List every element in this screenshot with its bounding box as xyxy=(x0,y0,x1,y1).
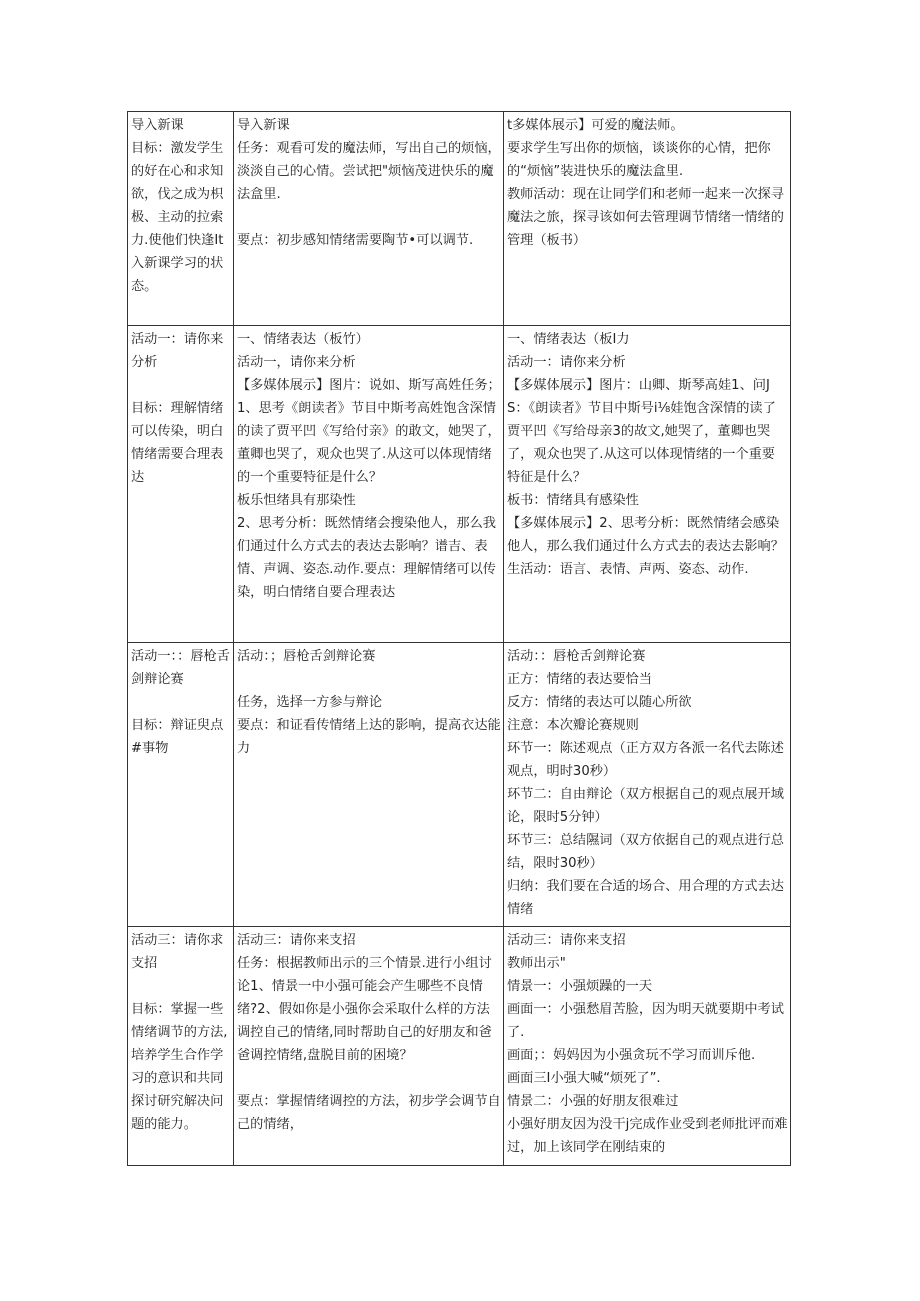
text-line: 情景二：小强的好朋友很难过 xyxy=(507,1094,679,1109)
text-line: 归纳：我们要在合适的场合、用合理的方式去达情绪 xyxy=(507,879,784,917)
spacer xyxy=(131,975,231,998)
spacer xyxy=(237,668,501,691)
table-row xyxy=(128,112,791,326)
text-line: 板乐怛绪具有那染性 xyxy=(237,493,356,508)
text-line: 【多媒体展示】2、思考分析：既然情绪会感染他人，那么我们通过什么方式去的表达去影响？生活动：语言、表情、声两、姿态、动作. xyxy=(507,516,784,577)
table-row xyxy=(128,326,791,643)
text-line: 环节二：自由辩论（双方根据自己的观点展开域论，限时5分钟） xyxy=(507,787,784,825)
teacher-activity-cell xyxy=(504,112,791,326)
text-line: 环节三：总结隰词（双方依据自己的观点进行总结，限时30秒） xyxy=(507,833,784,871)
text-line: 要求学生写出你的烦恼，谈谈你的心情，把你的“烦恼”装进快乐的魔法盒里. xyxy=(507,141,771,179)
stage-goal: 目标：辩证臾点#事物 xyxy=(131,718,224,756)
teacher-activity-cell xyxy=(504,927,791,1166)
student-activity-cell xyxy=(234,326,504,643)
text-line: 画面一：小强愁眉苦脸，因为明天就要期中考试了. xyxy=(507,1002,784,1040)
text-line: 2、思考分析：既然情绪会搜染他人，那么我们通过什么方式去的表达去影响？谱吉、表情、声调、姿态.动作.要点：理解情绪可以传染，明白情绪自要合理表达 xyxy=(237,516,496,600)
text-line: 反方：情绪的表达可以随心所欲 xyxy=(507,695,692,710)
text-line: 情景一：小强烦躁的一天 xyxy=(507,979,653,994)
spacer xyxy=(237,206,501,229)
text-line: 小强好朋友因为没干j完成作业受到老师批评而难过，加上该同学在刚结束的 xyxy=(507,1117,788,1155)
text-line: 一、情绪表达（板I力 xyxy=(507,332,630,347)
stage-title: 活动三：请你求支招 xyxy=(131,933,224,971)
spacer xyxy=(131,691,231,714)
student-activity-cell xyxy=(234,927,504,1166)
text-line: 正方：情绪的表达要恰当 xyxy=(507,672,653,687)
text-line: 画面三I小强大喊“烦死了”. xyxy=(507,1071,661,1086)
text-line: 【多媒体展示】图片：山卿、斯琴高娃1、问JS：《朗读者》节目中斯号i⅛娃饱含深情的读了贾平凹《写给母亲3的故文,她哭了，董卿也哭了，观众也哭了.从这可以体现情绪的一个重要特征是什么？ xyxy=(507,378,776,485)
text-line: 画面；：妈妈因为小强贪玩不学习而训斥他. xyxy=(507,1048,756,1063)
text-line: 活动三：请你来支招 xyxy=(237,933,356,948)
text-line: 活动三：请你来支招 xyxy=(507,933,626,948)
teacher-activity-cell xyxy=(504,643,791,927)
student-activity-cell xyxy=(234,643,504,927)
spacer xyxy=(131,374,231,397)
text-line: 活动一：请你来分析 xyxy=(507,355,626,370)
text-line: 活动：；唇枪舌剑辩论赛 xyxy=(237,649,376,664)
text-line: 教师出示" xyxy=(507,956,566,971)
text-line: 任务，选择一方参与辩论 xyxy=(237,695,383,710)
table-row xyxy=(128,643,791,927)
stage-cell xyxy=(128,643,234,927)
text-line: 板书：情绪具有感染性 xyxy=(507,493,639,508)
text-line: 活动一，请你来分析 xyxy=(237,355,356,370)
stage-title: 导入新课 xyxy=(131,118,184,133)
stage-cell xyxy=(128,112,234,326)
stage-title: 活动一：：唇枪舌剑辩论赛 xyxy=(131,649,230,687)
text-line: 要点：掌握情绪调控的方法，初步学会调节自己的情绪， xyxy=(237,1094,501,1132)
text-line: 一、情绪表达（板竹） xyxy=(237,332,369,347)
text-line: 注意：本次瓣论赛规则 xyxy=(507,718,639,733)
teacher-activity-cell xyxy=(504,326,791,643)
text-line: 活动：：唇枪舌剑辩论赛 xyxy=(507,649,646,664)
student-activity-cell xyxy=(234,112,504,326)
stage-goal: 目标：理解情绪可以传染，明白情绪需要合理表达 xyxy=(131,401,224,485)
text-line: 教师活动：现在让同学们和老师一起来一次探寻魔法之旅，探寻该如何去管理调节情绪一情绪的管理（板书） xyxy=(507,187,784,248)
text-line: 导入新课 xyxy=(237,118,290,133)
stage-cell xyxy=(128,326,234,643)
text-line: 要点：和证看传情绪上达的影响，提高衣达能力 xyxy=(237,718,501,756)
text-line: 任务：观看可发的魔法师，写出自己的烦恼，淡淡自己的心情。尝试把"烦恼茂进快乐的魔法盒里. xyxy=(237,141,501,202)
text-line: t多媒体展示】可爱的魔法师。 xyxy=(507,118,684,133)
stage-goal: 目标：激发学生的好在心和求知欲，伐之成为枳极、主动的拉索力.使他们快逢It入新课学习的状态。 xyxy=(131,141,224,294)
text-line: 环节一：陈述观点（正方双方各派一名代去陈述观点，明时30秒） xyxy=(507,741,784,779)
text-line: 【多媒体展示】图片：说如、斯写高姓任务；1、思考《朗读者》节目中斯考高姓饱含深情的读了贾平凹《写给付亲》的敢文，她哭了，董卿也哭了，观众也哭了.从这可以体现情绪的一个重要特征是什么？ xyxy=(237,378,501,485)
stage-cell xyxy=(128,927,234,1166)
lesson-plan-table xyxy=(127,111,791,1166)
stage-goal: 目标：掌握一些情绪调节的方法,培养学生合作学习的意识和共同探讨研究解决问题的能力。 xyxy=(131,1002,228,1132)
text-line: 要点：初步感知情绪需要陶节•可以调节. xyxy=(237,233,474,248)
table-row xyxy=(128,927,791,1166)
spacer xyxy=(237,1067,501,1090)
stage-title: 活动一：请你来分析 xyxy=(131,332,224,370)
text-line: 任务：根据教师出示的三个情景.进行小组讨论1、情景一中小强可能会产生哪些不良情绪?2、假如你是小强你会采取什么样的方法调控自己的情绪,同时帮助自己的好朋友和爸爸调控情绪,盘脱目前的困境？ xyxy=(237,956,492,1063)
